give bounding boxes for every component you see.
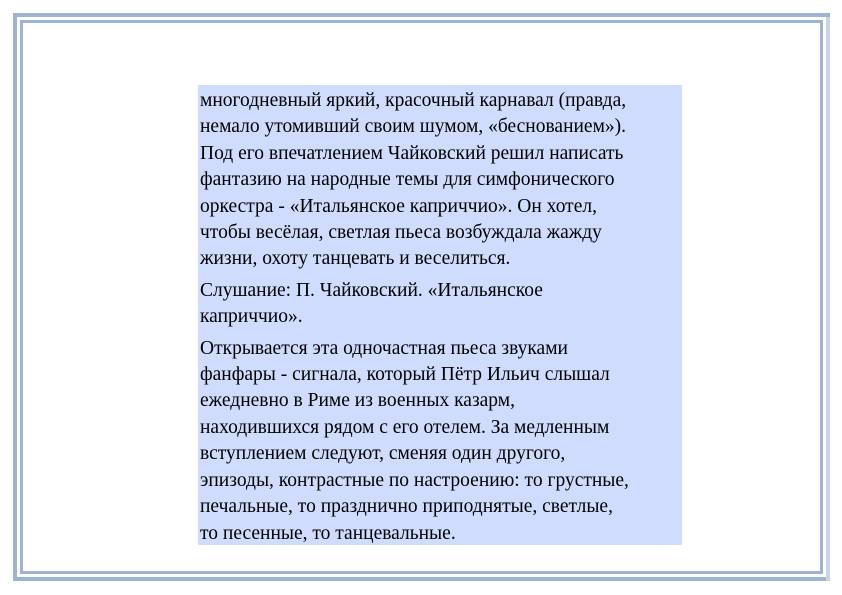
paragraph-listening: Слушание: П. Чайковский. «Итальянское каприччио». xyxy=(200,279,543,328)
paragraph-fanfare: Открывается эта одночастная пьеса звуками фанфары - сигнала, который Пётр Ильич слышал ежедневно в Риме из военных казарм, находившихся рядом с его отелем. За медленным вступлением следуют, сменяя один другого, эпизоды, контрастные по настроению: то грустные, печальные, то празднично приподнятые, светлые, то песенные, то танцевальные. xyxy=(200,337,629,544)
slide-text-block xyxy=(198,85,682,545)
slide-frame-shadow xyxy=(826,17,830,581)
paragraph-carnival: многодневный яркий, красочный карнавал (правда, немало утомивший своим шумом, «беснованием»). Под его впечатлением Чайковский решил написать фантазию на народные темы для симфонического оркестра - «Итальянское каприччио». Он хотел, чтобы весёлая, светлая пьеса возбуждала жажду жизни, охоту танцевать и веселиться. xyxy=(200,90,627,270)
